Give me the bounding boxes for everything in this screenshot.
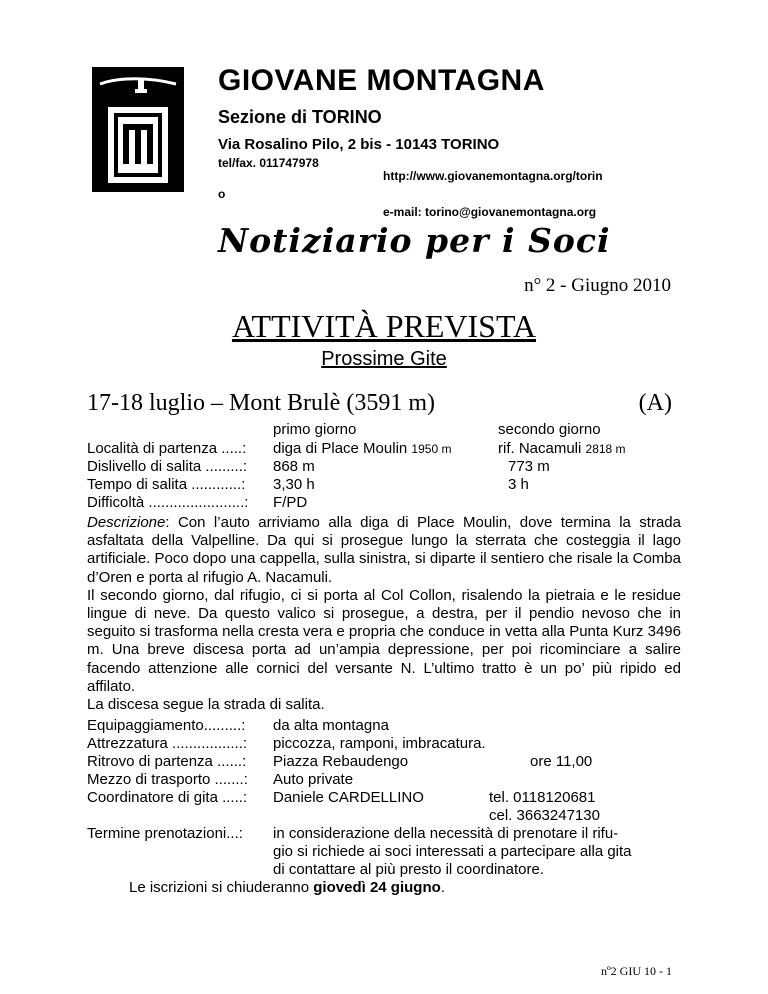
description-paragraph-1: : Con l’auto arriviamo alla diga di Place Moulin, dove termina la strada asfaltata della Valpelline. Da qui si prosegue lungo la sterrata che costeggia il lago artificiale. Poco dopo una cappella, sulla sinistra, si diparte il sentiero che risale la Comba d’Oren e porta al rifugio A. Nacamuli.	[87, 514, 681, 586]
detail-value-meeting: Piazza Rebaudengo	[273, 753, 409, 770]
closing-note: Le iscrizioni si chiuderanno giovedì 24 giugno.	[129, 879, 445, 896]
row-departure-day1: diga di Place Moulin 1950 m	[273, 440, 452, 457]
detail-value-equipment: da alta montagna	[273, 717, 389, 734]
trip-title: 17-18 luglio – Mont Brulè (3591 m)	[87, 390, 435, 416]
row-label-climb: Dislivello di salita .........:	[87, 458, 248, 475]
row-label-time: Tempo di salita ............:	[87, 476, 246, 493]
activity-heading: ATTIVITÀ PREVISTA	[231, 308, 537, 344]
newsletter-title: Notiziario per i Soci	[218, 221, 611, 260]
booking-line-3: di contattare al più presto il coordinatore.	[273, 861, 544, 878]
coordinator-mobile[interactable]: cel. 3663247130	[489, 807, 600, 824]
closing-date: giovedì 24 giugno	[313, 879, 441, 896]
row-climb-day1: 868 m	[273, 458, 315, 475]
telfax: tel/fax. 011747978	[218, 156, 319, 170]
row-label-difficulty: Difficoltà .......................:	[87, 494, 249, 511]
row-label-departure: Località di partenza .....:	[87, 440, 247, 457]
logo-emblem-icon	[94, 69, 182, 190]
day1-label: primo giorno	[273, 421, 357, 438]
giovane-montagna-logo	[92, 67, 184, 192]
detail-label-transport: Mezzo di trasporto .......:	[87, 771, 248, 788]
trip-category: (A)	[638, 390, 672, 416]
website-link[interactable]: http://www.giovanemontagna.org/torin	[383, 169, 603, 183]
address: Via Rosalino Pilo, 2 bis - 10143 TORINO	[218, 136, 500, 153]
detail-meeting-time: ore 11,00	[530, 753, 593, 770]
booking-line-2: gio si richiede ai soci interessati a partecipare alla gita	[273, 843, 632, 860]
booking-line-1: in considerazione della necessità di prenotare il rifu-	[273, 825, 619, 842]
day2-label: secondo giorno	[498, 421, 601, 438]
detail-value-gear: piccozza, ramponi, imbracatura.	[273, 735, 486, 752]
row-difficulty-day1: F/PD	[273, 494, 308, 511]
coordinator-phone[interactable]: tel. 0118120681	[489, 789, 596, 806]
website-link-continuation[interactable]: o	[218, 187, 226, 201]
detail-label-gear: Attrezzatura .................:	[87, 735, 248, 752]
row-time-day2: 3 h	[508, 476, 529, 493]
description-paragraph-3: La discesa segue la strada di salita.	[87, 696, 325, 714]
email-link[interactable]: e-mail: torino@giovanemontagna.org	[383, 205, 597, 219]
detail-label-meeting: Ritrovo di partenza ......:	[87, 753, 247, 770]
detail-label-equipment: Equipaggiamento.........:	[87, 717, 246, 734]
org-name: GIOVANE MONTAGNA	[218, 64, 545, 97]
description-label: Descrizione	[87, 514, 166, 531]
row-climb-day2: 773 m	[508, 458, 550, 475]
booking-label: Termine prenotazioni...:	[87, 825, 243, 842]
detail-value-transport: Auto private	[273, 771, 354, 788]
trip-description	[87, 514, 681, 714]
row-time-day1: 3,30 h	[273, 476, 315, 493]
row-departure-day2: rif. Nacamuli 2818 m	[498, 440, 626, 457]
activity-subheading: Prossime Gite	[321, 348, 447, 370]
detail-value-coordinator: Daniele CARDELLINO	[273, 789, 424, 806]
page-code: nº2 GIU 10 - 1	[600, 964, 672, 978]
issue-number: n° 2 - Giugno 2010	[524, 275, 671, 296]
description-paragraph-2: Il secondo giorno, dal rifugio, ci si porta al Col Collon, risalendo la pietraia e le residue lingue di neve. Da questo valico si prosegue, a destra, per il pendio nevoso che in seguito si trasforma nella cresta vera e propria che conduce in vetta alla Punta Kurz 3496 m. Una breve discesa porta ad un’ampia depressione, per poi ricominciare a salire facendo attenzione alle cornici del versante N. L’ultimo tratto è un po’ più ripido ed affilato.	[87, 586, 681, 695]
detail-label-coordinator: Coordinatore di gita .....:	[87, 789, 248, 806]
section-name: Sezione di TORINO	[218, 107, 382, 127]
